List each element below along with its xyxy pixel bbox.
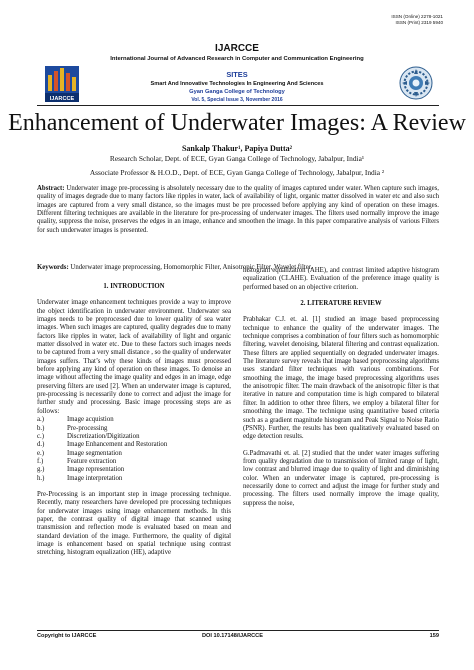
conference-college: Gyan Ganga College of Technology bbox=[189, 89, 285, 95]
keywords-label: Keywords: bbox=[37, 264, 69, 271]
footer-doi: DOI 10.17148/IJARCCE bbox=[202, 633, 263, 639]
footer-page-number: 159 bbox=[429, 633, 439, 639]
intro-paragraph-2-continued: histogram equalization (AHE), and contrast limited adaptive histogram equalization (CLAHE). Evaluation of the preference image quality is performed based on an objective criterion. bbox=[243, 267, 439, 291]
issn-print: ISSN (Print) 2319 5940 bbox=[395, 20, 443, 25]
abstract bbox=[37, 185, 439, 235]
list-item: a.) Image acquistion bbox=[37, 416, 114, 424]
intro-paragraph-2: Pre-Processing is an important step in image processing technique. Recently, many researchers have developed pre processing techniques for underwater images using image enhancement methods. In this paper, the contrast quality of digital image that scanned using transmission and reflection mode is evaluated based on mean and standard deviation of the image. Furthermore, the quality of digital image is enhancement based on spatial technique using contrast stretching, histogram equalization (HE), adaptive bbox=[37, 490, 231, 557]
journal-full-name: International Journal of Advanced Research in Computer and Communication Engineering bbox=[110, 56, 364, 62]
paper-title: Enhancement of Underwater Images: A Review bbox=[8, 110, 466, 136]
section-heading-literature-review: 2. LITERATURE REVIEW bbox=[300, 300, 382, 308]
header-divider bbox=[37, 105, 439, 106]
list-item: d.) Image Enhancement and Restoration bbox=[37, 441, 168, 449]
issn-block bbox=[391, 14, 443, 26]
intro-paragraph-1: Underwater image enhancement techniques provide a way to improve the object identification in underwater environment. Underwater sea images needs to be preprocessed due to lower quality of sea water images. When such images are captured, quality degrades due to many factors like ripples in water, lack of availability of light and organic matter dissolved in water etc. Due to these factors such images needs to be captured from a very small distance , so the quality of underwater images suffers. That’s why these kinds of images must processed before applying any kind of operation on these images. To denoise an image without affecting the image quality and edges in an image, edge preserving filters are used [2]. When an underwater image is captured, pre-processing is necessarily done to correct and adjust the image for further study and processing. Basic image processing steps are as follows: bbox=[37, 299, 231, 415]
list-item: g.) Image representation bbox=[37, 466, 125, 474]
list-item: b.) Pre-processing bbox=[37, 424, 108, 432]
conference-title: Smart And Innovative Technologies In Engineering And Sciences bbox=[150, 81, 324, 87]
list-item: e.) Image segmentation bbox=[37, 449, 122, 457]
volume-issue: Vol. 5, Special Issue 3, November 2016 bbox=[191, 97, 283, 103]
list-item: h.) Image interpretation bbox=[37, 474, 123, 482]
paper-authors: Sankalp Thakur¹, Papiya Dutta² bbox=[181, 144, 293, 153]
literature-paragraph-2: G.Padmavathi et. al. [2] studied that the under water images suffering from quality degradation due to transmission of limited range of light, low contrast and blurred image due to quality of light and diminishing color. When an underwater image is captured, pre-processing is necessarily done to correct and adjust the image for further study and processing. The filters used normally improve the image quality, suppress the noise, bbox=[243, 449, 439, 507]
logo-text: IJARCCE bbox=[49, 96, 75, 102]
author-affiliation-1: Research Scholar, Dept. of ECE, Gyan Ganga College of Technology, Jabalpur, India¹ bbox=[109, 154, 365, 163]
list-item: c.) Discretization/Digitization bbox=[37, 432, 140, 440]
conference-acronym: SITES bbox=[226, 70, 248, 79]
abstract-label: Abstract: bbox=[37, 185, 65, 192]
section-heading-introduction: 1. INTRODUCTION bbox=[103, 283, 165, 290]
literature-paragraph-1: Prabhakar C.J. et. al. [1] studied an image based preprocessing technique to enhance the quality of the underwater images. The technique comprises a combination of four filters such as homomorphic filtering, wavelet denoising, bilateral filtering and contrast equalization. These filters are applied sequentially on degraded underwater images. The literature survey reveals that image based preprocessing algorithms uses standard filter techniques with various combinations. For smoothing the image, the image based preprocessing algorithms uses the anisotropic filter. The main drawback of the anisotropic filter is that iterative in nature and computation time is high compared to bilateral filter. In addition to other three filters, we employ a bilateral filter for smoothing the image. The technique using quantitative based criteria such as a gradient magnitude histogram and Peak Signal to Noise Ratio (PSNR). Further, the results has been qualitatively evaluated based on edge detection results. bbox=[243, 316, 439, 441]
footer-copyright: Copyright to IJARCCE bbox=[37, 633, 97, 639]
processing-steps-list bbox=[37, 416, 231, 483]
author-affiliation-2: Associate Professor & H.O.D., Dept. of ECE, Gyan Ganga College of Technology, Jabalpur, India ² bbox=[89, 168, 385, 177]
journal-short-name: IJARCCE bbox=[215, 43, 259, 54]
keywords-text: Underwater image preprocessing, Homomorphic Filter, Anisotropic Filter, Wavelet filter. bbox=[70, 264, 313, 271]
issn-online: ISSN (Online) 2278-1021 bbox=[391, 14, 443, 19]
footer-divider bbox=[37, 630, 439, 631]
right-column bbox=[243, 267, 439, 508]
abstract-text: Underwater image pre-processing is absolutely necessary due to the quality of images captured under water. When capture such images, quality of images degrade due to many factors like ripples in water, lack of availability of light, organic matter dissolved in water etc and also such images are captured from a very small distance, so the images must be pre processed before applying any kind of operation on these images. Different filtering techniques are available in the literature for pre-processing of underwater images. The filters used normally improve the image quality, suppress the noise, preserves the edges in an image, enhance and smoothen the image. In this paper comparative analysis of various Filters for such underwater images is presented. bbox=[37, 185, 439, 234]
left-column bbox=[37, 283, 231, 558]
list-item: f.) Feature extraction bbox=[37, 457, 117, 465]
